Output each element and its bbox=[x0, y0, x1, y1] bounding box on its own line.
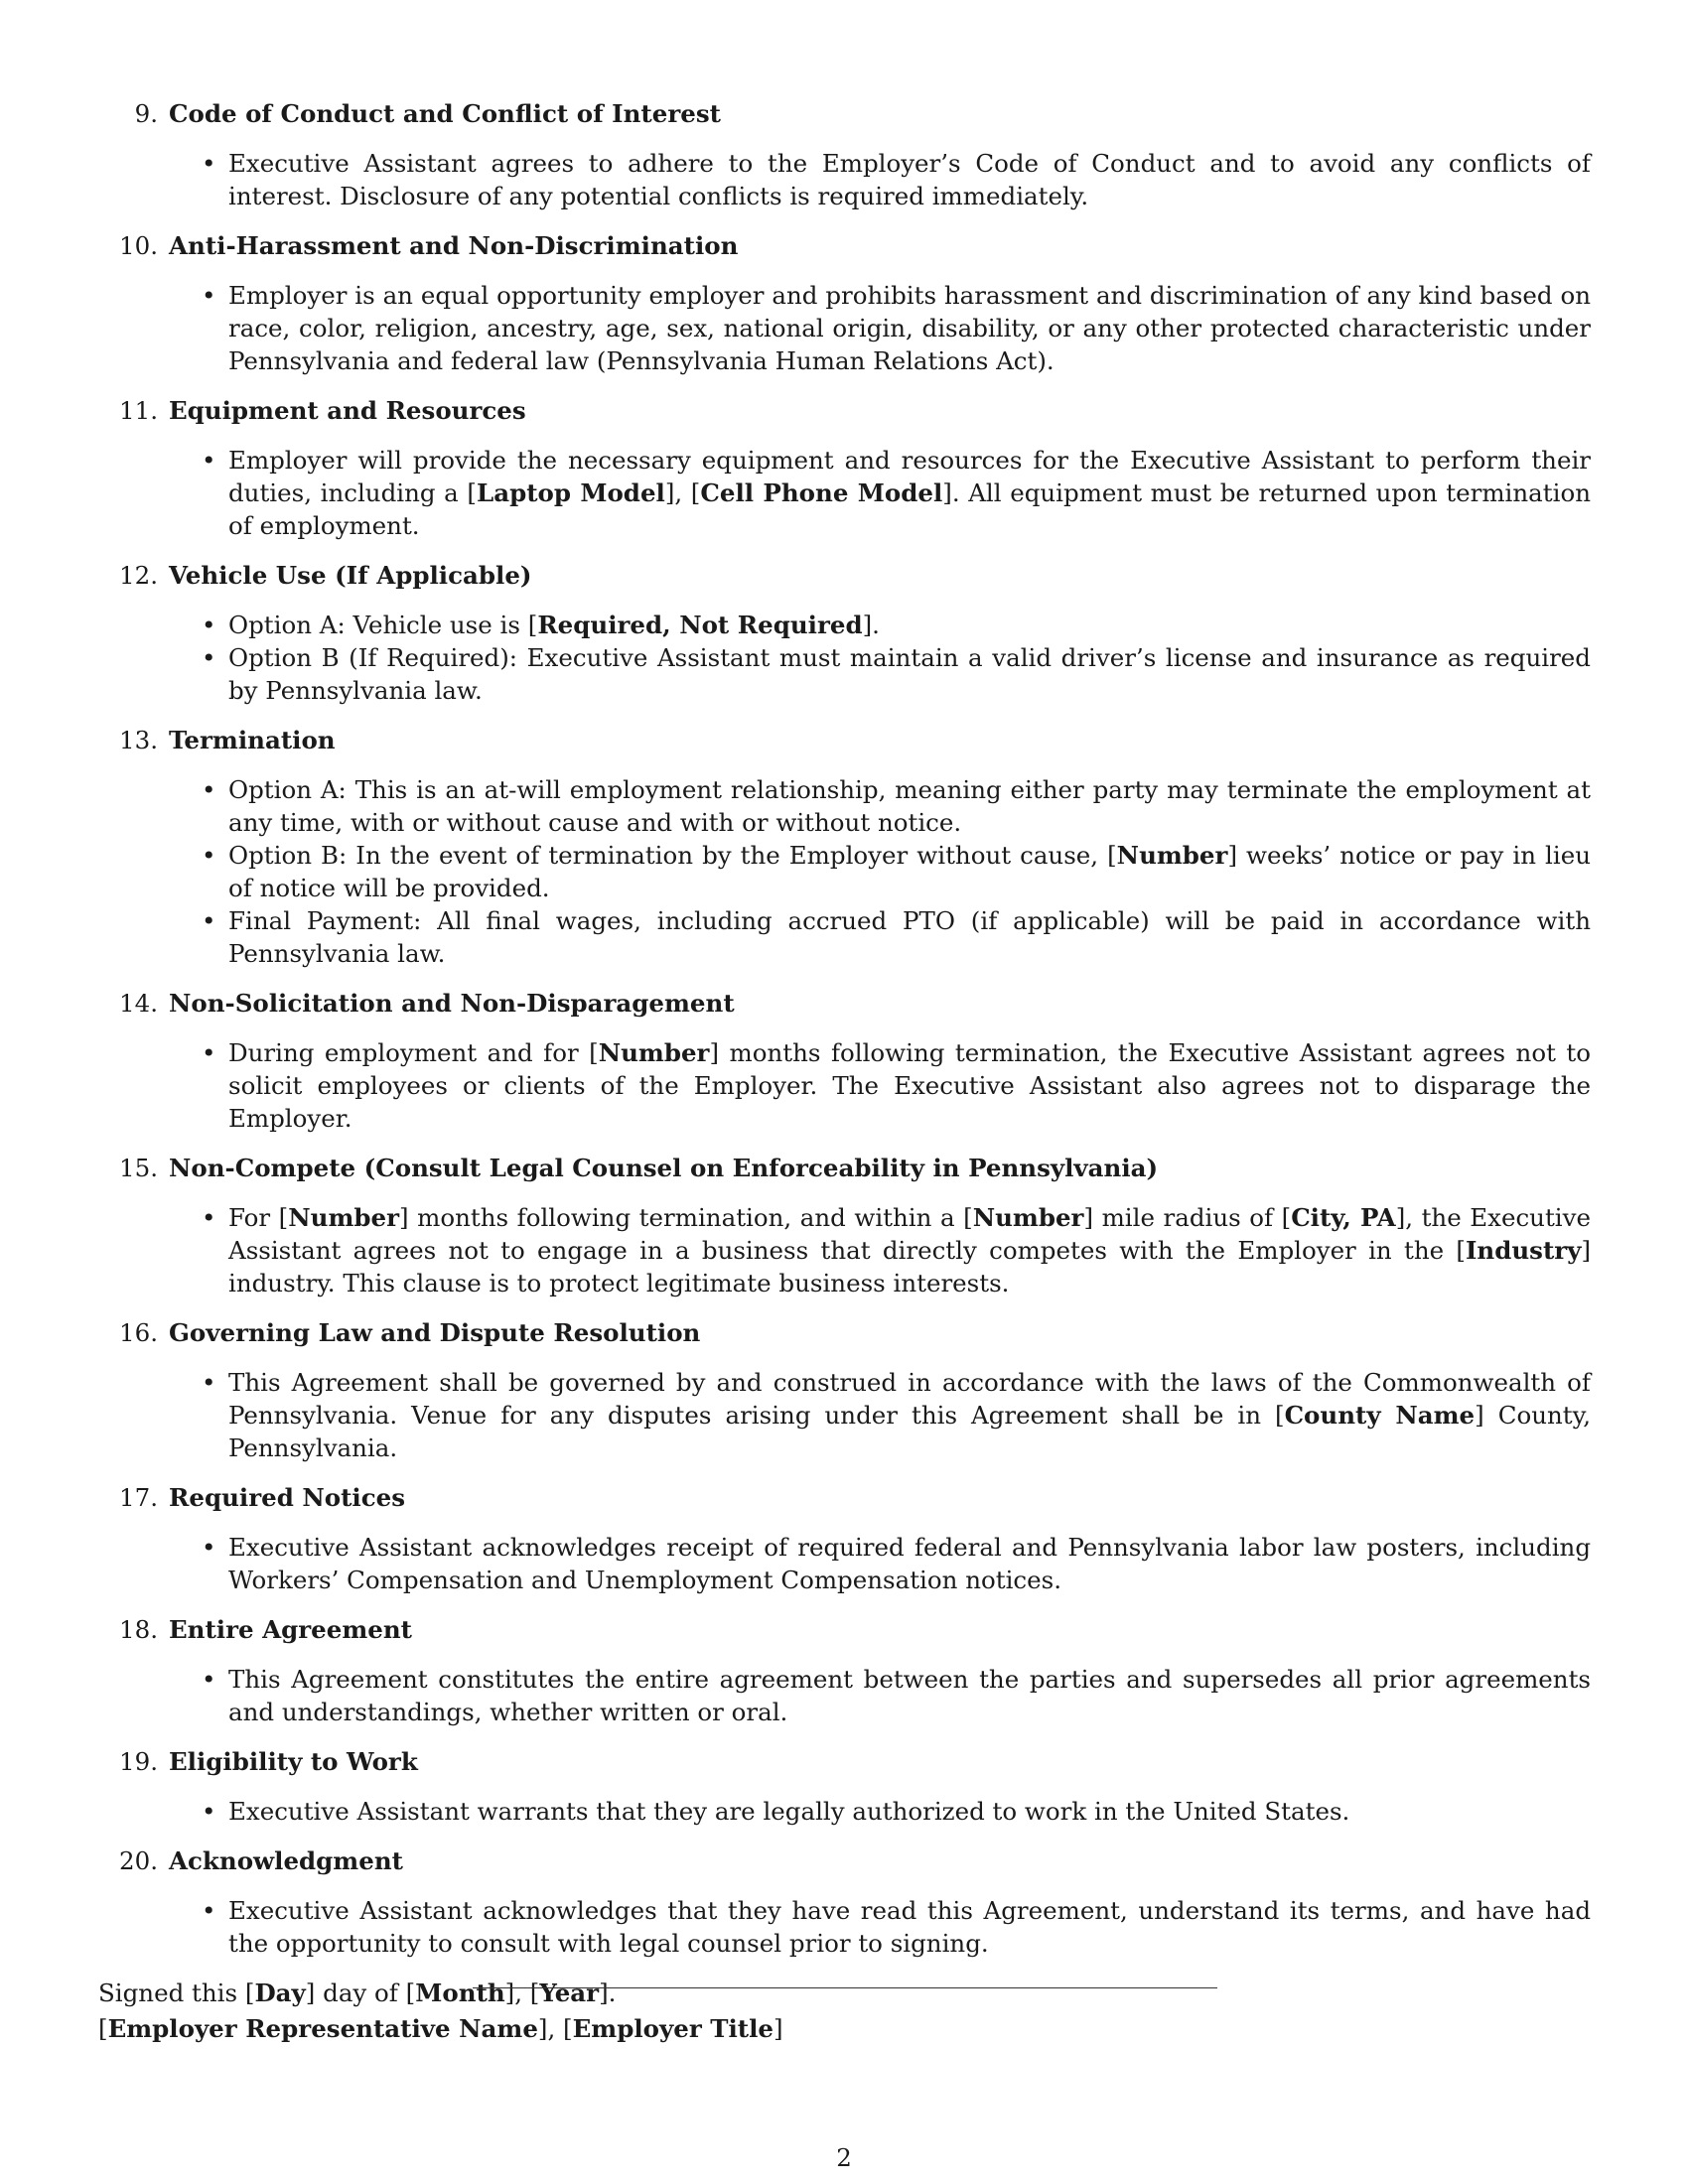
bullet-item: • During employment and for [Number] months following termination, the Executive Assistant agrees not to solicit employees or clients of the Employer. The Executive Assistant also agrees not to disparage the Employer. bbox=[228, 1036, 1591, 1135]
section bbox=[98, 1481, 1591, 1596]
section-title: Equipment and Resources bbox=[169, 396, 526, 425]
bullet-item: • Executive Assistant acknowledges receipt of required federal and Pennsylvania labor law posters, including Workers’ Compensation and Unemployment Compensation notices. bbox=[228, 1531, 1591, 1596]
bullet-item: • Executive Assistant agrees to adhere to the Employer’s Code of Conduct and to avoid any conflicts of interest. Disclosure of any potential conflicts is required immediately. bbox=[228, 147, 1591, 212]
section bbox=[98, 1152, 1591, 1299]
placeholder-field: Year bbox=[539, 1979, 600, 2007]
signature-line bbox=[473, 1987, 1217, 1988]
section bbox=[98, 724, 1591, 970]
signed-date-line: Signed this [Day] day of [Month], [Year]. bbox=[98, 1979, 617, 2007]
bullet-list bbox=[98, 279, 1591, 377]
section bbox=[98, 1745, 1591, 1828]
placeholder-field: Cell Phone Model bbox=[700, 478, 943, 507]
section-heading bbox=[98, 1613, 1591, 1646]
section-title: Eligibility to Work bbox=[169, 1747, 418, 1776]
bullet-item: • Executive Assistant acknowledges that they have read this Agreement, understand its terms, and have had the opportunity to consult with legal counsel prior to signing. bbox=[228, 1894, 1591, 1960]
section bbox=[98, 1316, 1591, 1464]
placeholder-field: City, PA bbox=[1291, 1203, 1396, 1232]
placeholder-field: Employer Representative Name bbox=[107, 2014, 538, 2043]
placeholder-field: Employer Title bbox=[572, 2014, 774, 2043]
placeholder-field: Industry bbox=[1465, 1236, 1582, 1265]
section bbox=[98, 229, 1591, 377]
section bbox=[98, 394, 1591, 542]
section-number: 11. bbox=[119, 396, 158, 425]
bullet-list bbox=[98, 1036, 1591, 1135]
bullet-item: • Executive Assistant warrants that they are legally authorized to work in the United States. bbox=[228, 1795, 1591, 1828]
bullet-list bbox=[98, 1795, 1591, 1828]
bullet-list bbox=[98, 1663, 1591, 1728]
bullet-item: • Option B (If Required): Executive Assistant must maintain a valid driver’s license and insurance as required by Pennsylvania law. bbox=[228, 641, 1591, 707]
bullet-item: • Option A: This is an at-will employment relationship, meaning either party may terminate the employment at any time, with or without cause and with or without notice. bbox=[228, 773, 1591, 839]
placeholder-field: Day bbox=[254, 1979, 306, 2007]
section-number: 10. bbox=[119, 231, 158, 260]
section bbox=[98, 97, 1591, 212]
signatory-name-title: [Employer Representative Name], [Employer Title] bbox=[98, 2014, 783, 2043]
section-heading bbox=[98, 1844, 1591, 1877]
bullet-list bbox=[98, 609, 1591, 707]
placeholder-field: Required, Not Required bbox=[537, 611, 863, 639]
section-heading bbox=[98, 1152, 1591, 1184]
section-number: 15. bbox=[119, 1154, 158, 1182]
section-number: 13. bbox=[119, 726, 158, 754]
section bbox=[98, 1613, 1591, 1728]
section-title: Acknowledgment bbox=[169, 1846, 403, 1875]
bullet-item: • Option B: In the event of termination by the Employer without cause, [Number] weeks’ notice or pay in lieu of notice will be provided. bbox=[228, 839, 1591, 904]
section-number: 17. bbox=[119, 1483, 158, 1512]
bullet-item: • Option A: Vehicle use is [Required, Not Required]. bbox=[228, 609, 1591, 641]
section-number: 14. bbox=[119, 989, 158, 1018]
section-number: 20. bbox=[119, 1846, 158, 1875]
section-title: Termination bbox=[169, 726, 336, 754]
section-number: 19. bbox=[119, 1747, 158, 1776]
section-heading bbox=[98, 1316, 1591, 1349]
bullet-list bbox=[98, 1531, 1591, 1596]
bullet-list bbox=[98, 444, 1591, 542]
placeholder-field: Laptop Model bbox=[476, 478, 665, 507]
section-title: Vehicle Use (If Applicable) bbox=[169, 561, 532, 590]
section-heading bbox=[98, 987, 1591, 1020]
bullet-item: • For [Number] months following termination, and within a [Number] mile radius of [City, PA], the Executive Assistant agrees not to engage in a business that directly competes with the Employer in the [Industry] industry. This clause is to protect legitimate business interests. bbox=[228, 1201, 1591, 1299]
document-body bbox=[98, 97, 1591, 2009]
section-title: Governing Law and Dispute Resolution bbox=[169, 1318, 701, 1347]
section-number: 12. bbox=[119, 561, 158, 590]
section-number: 16. bbox=[119, 1318, 158, 1347]
section-title: Code of Conduct and Conflict of Interest bbox=[169, 99, 721, 128]
bullet-list bbox=[98, 147, 1591, 212]
bullet-item: • This Agreement constitutes the entire agreement between the parties and supersedes all prior agreements and understandings, whether written or oral. bbox=[228, 1663, 1591, 1728]
placeholder-field: County Name bbox=[1284, 1401, 1476, 1430]
bullet-item: • Employer is an equal opportunity employer and prohibits harassment and discrimination of any kind based on race, color, religion, ancestry, age, sex, national origin, disability, or any other protected characteristic under Pennsylvania and federal law (Pennsylvania Human Relations Act). bbox=[228, 279, 1591, 377]
section-heading bbox=[98, 1481, 1591, 1514]
placeholder-field: Number bbox=[972, 1203, 1084, 1232]
section-list bbox=[98, 97, 1591, 1960]
section-heading bbox=[98, 559, 1591, 592]
section-heading bbox=[98, 229, 1591, 262]
section-number: 9. bbox=[134, 99, 158, 128]
section-heading bbox=[98, 97, 1591, 130]
placeholder-field: Month bbox=[415, 1979, 505, 2007]
placeholder-field: Number bbox=[288, 1203, 399, 1232]
page-number: 2 bbox=[836, 2143, 852, 2172]
section bbox=[98, 1844, 1591, 1960]
section-heading bbox=[98, 724, 1591, 756]
bullet-item: • Employer will provide the necessary equipment and resources for the Executive Assistant to perform their duties, including a [Laptop Model], [Cell Phone Model]. All equipment must be returned upon termination of employment. bbox=[228, 444, 1591, 542]
section bbox=[98, 987, 1591, 1135]
bullet-list bbox=[98, 1894, 1591, 1960]
bullet-list bbox=[98, 1366, 1591, 1464]
placeholder-field: Number bbox=[1116, 841, 1228, 870]
section-number: 18. bbox=[119, 1615, 158, 1644]
section bbox=[98, 559, 1591, 707]
section-heading bbox=[98, 1745, 1591, 1778]
placeholder-field: Number bbox=[598, 1038, 710, 1067]
section-title: Non-Solicitation and Non-Disparagement bbox=[169, 989, 735, 1018]
bullet-list bbox=[98, 1201, 1591, 1299]
bullet-item: • Final Payment: All final wages, including accrued PTO (if applicable) will be paid in accordance with Pennsylvania law. bbox=[228, 904, 1591, 970]
bullet-list bbox=[98, 773, 1591, 970]
section-title: Required Notices bbox=[169, 1483, 406, 1512]
section-title: Anti-Harassment and Non-Discrimination bbox=[169, 231, 739, 260]
section-heading bbox=[98, 394, 1591, 427]
bullet-item: • This Agreement shall be governed by and construed in accordance with the laws of the Commonwealth of Pennsylvania. Venue for any disputes arising under this Agreement shall be in [County Name] County, Pennsylvania. bbox=[228, 1366, 1591, 1464]
section-title: Entire Agreement bbox=[169, 1615, 412, 1644]
section-title: Non-Compete (Consult Legal Counsel on Enforceability in Pennsylvania) bbox=[169, 1154, 1159, 1182]
